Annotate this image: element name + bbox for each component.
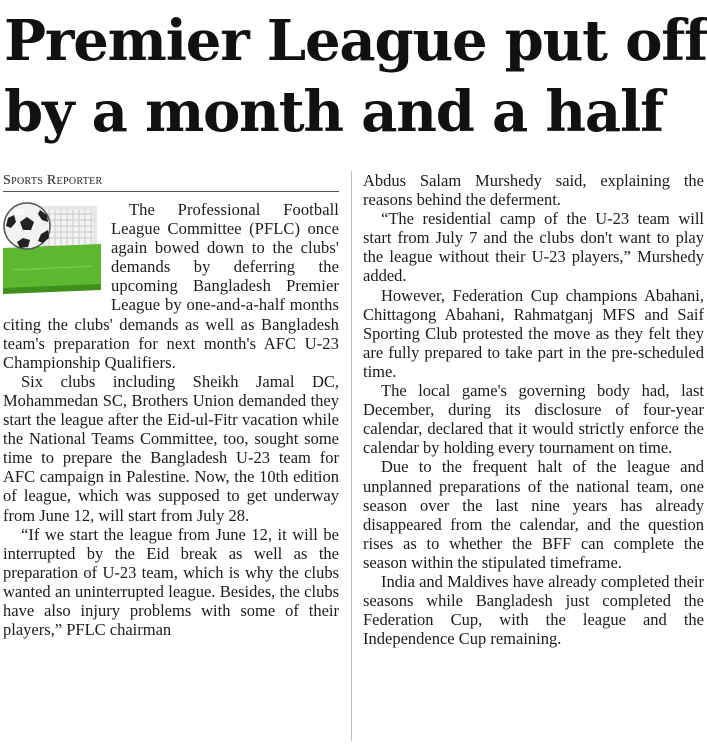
- paragraph: The local game's governing body had, last December, during its disclosure of four-year calendar, declared that it would strictly enforce the calendar by holding every tournament on time.: [363, 381, 704, 458]
- column-divider: [351, 171, 352, 741]
- article-column-left: [3, 171, 339, 639]
- paragraph: However, Federation Cup champions Abahani, Chittagong Abahani, Rahmatganj MFS and Saif Sporting Club protested the move as they felt they are fully prepared to take part in the pre-scheduled time.: [363, 285, 704, 381]
- paragraph: Due to the frequent halt of the league and unplanned preparations of the national team, one season over the last nine years has already disappeared from the calendar, and the question rises as to whether the BFF can complete the season within the stipulated timeframe.: [363, 457, 704, 572]
- paragraph: “The residential camp of the U-23 team will start from July 7 and the clubs don't want to play the league without their U-23 players,” Murshedy added.: [363, 209, 704, 286]
- paragraph: Abdus Salam Murshedy said, explaining the reasons behind the deferment.: [363, 171, 704, 210]
- football-goal-icon: [3, 200, 101, 294]
- byline: Sports Reporter: [3, 171, 339, 192]
- headline-line-2: by a month and a half: [4, 79, 663, 145]
- paragraph: India and Maldives have already completed their seasons while Bangladesh just completed the Federation Cup, with the league and the Independence Cup remaining.: [363, 571, 704, 649]
- article-column-right: [363, 171, 704, 648]
- headline-line-1: Premier League put off: [4, 8, 707, 74]
- paragraph: Six clubs including Sheikh Jamal DC, Mohammedan SC, Brothers Union demanded they start the league after the Eid-ul-Fitr vacation while the National Teams Committee, too, sought some time to prepare the Bangladesh U-23 team for AFC campaign in Palestine. Now, the 10th edition of league, which was supposed to get underway from June 12, will start from July 28.: [3, 371, 339, 525]
- headline: [4, 6, 707, 148]
- paragraph: “If we start the league from June 12, it will be interrupted by the Eid break as well as the preparation of U-23 team, which is why the clubs wanted an uninterrupted league. Besides, the clubs have also injury problems with some of their players,” PFLC chairman: [3, 524, 339, 640]
- paragraph: The Professional Football League Committee (PFLC) once again bowed down to the clubs' demands by deferring the upcoming Bangladesh Premier League by one-and-a-half months citing the clubs' demands as well as Bangladesh team's preparation for next month's AFC U-23 Championship Qualifiers.: [3, 200, 339, 372]
